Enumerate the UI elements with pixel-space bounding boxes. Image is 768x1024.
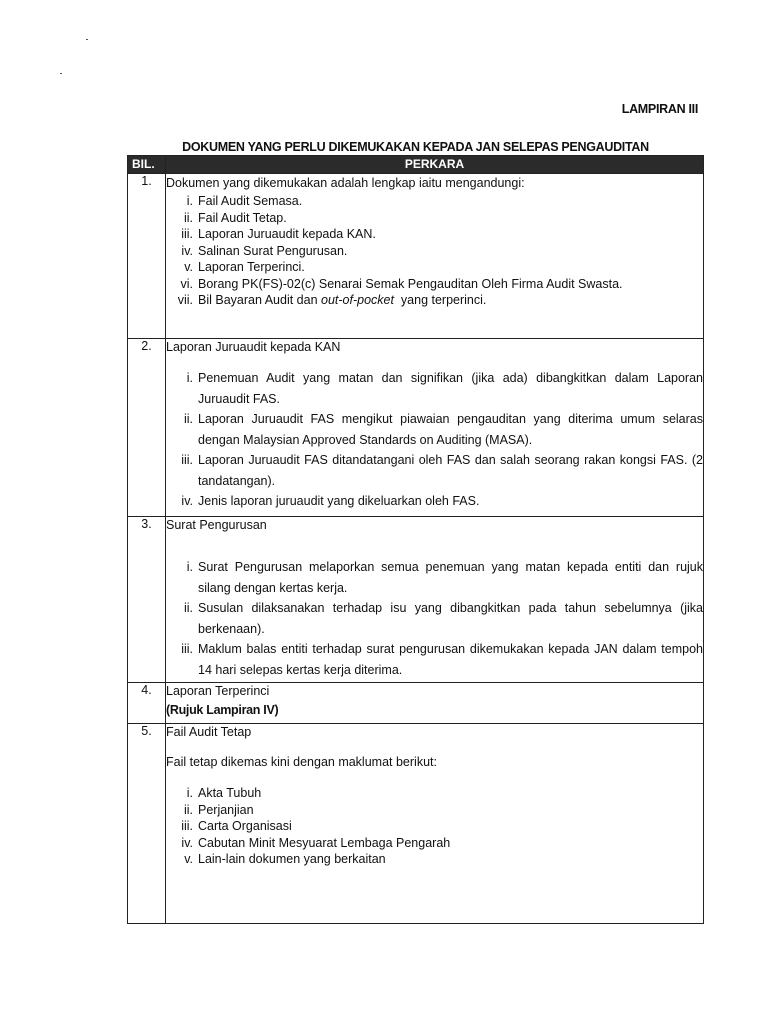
item-numeral: iii. <box>181 453 193 467</box>
list-item <box>166 259 703 276</box>
row-number: 4. <box>128 683 166 724</box>
row-number: 2. <box>128 339 166 517</box>
list-item <box>166 450 703 491</box>
item-numeral: ii. <box>183 210 193 225</box>
row-content <box>166 174 704 339</box>
item-text: Jenis laporan juruaudit yang dikeluarkan oleh FAS. <box>198 494 480 508</box>
item-text: Laporan Juruaudit FAS mengikut piawaian pengauditan yang diterima umum selaras dengan Malaysian Approved Standards on Auditing (MASA). <box>198 412 703 447</box>
item-list <box>166 368 703 512</box>
list-item <box>166 368 703 409</box>
row-title: Laporan Juruaudit kepada KAN <box>166 340 341 354</box>
list-item <box>166 491 703 512</box>
item-text: Laporan Juruaudit FAS ditandatangani oleh FAS dan salah seorang rakan kongsi FAS. (2 tandatangan). <box>198 453 703 488</box>
item-text: Maklum balas entiti terhadap surat pengurusan dikemukakan kepada JAN dalam tempoh 14 hari selepas kertas kerja diterima. <box>198 642 703 677</box>
item-text: Surat Pengurusan melaporkan semua penemuan yang matan kepada entiti dan rujuk silang dengan kertas kerja. <box>198 560 703 595</box>
item-text: Akta Tubuh <box>198 786 262 800</box>
appendix-label: LAMPIRAN III <box>621 102 698 116</box>
item-text-part: Bil Bayaran Audit dan <box>198 293 321 307</box>
row-title: Dokumen yang dikemukakan adalah lengkap iaitu mengandungi: <box>166 176 525 190</box>
item-text <box>198 292 703 309</box>
list-item <box>166 557 703 598</box>
table-row <box>128 339 704 517</box>
item-numeral: v. <box>184 260 193 274</box>
row-title: Fail Audit Tetap <box>166 725 252 739</box>
scan-speck <box>86 39 88 40</box>
list-item <box>166 785 703 802</box>
item-text: Perjanjian <box>198 802 254 817</box>
table-row <box>128 683 704 724</box>
item-list <box>166 557 703 680</box>
scan-speck <box>60 73 62 74</box>
item-numeral: iii. <box>181 819 193 833</box>
item-text-part: yang terperinci. <box>393 293 487 307</box>
item-numeral: iv. <box>181 835 193 850</box>
item-text: Carta Organisasi <box>198 819 292 833</box>
list-item <box>166 598 703 639</box>
item-numeral: ii. <box>183 601 193 615</box>
row-content <box>166 517 704 683</box>
table-header-row <box>128 156 704 174</box>
table-row <box>128 517 704 683</box>
row-title: Surat Pengurusan <box>166 518 267 532</box>
row-content <box>166 683 704 724</box>
item-text: Fail Audit Tetap. <box>198 210 287 225</box>
row-title: Laporan Terperinci <box>166 684 270 698</box>
item-numeral: ii. <box>183 802 193 817</box>
item-text: Laporan Juruaudit kepada KAN. <box>198 227 376 241</box>
item-text: Lain-lain dokumen yang berkaitan <box>198 852 386 866</box>
item-text: Fail Audit Semasa. <box>198 194 303 208</box>
list-item <box>166 292 703 309</box>
list-item <box>166 243 703 260</box>
item-text: Laporan Terperinci. <box>198 260 305 274</box>
row-subtitle: Fail tetap dikemas kini dengan maklumat berikut: <box>166 755 437 769</box>
item-numeral: i. <box>186 560 193 574</box>
item-numeral: v. <box>184 852 193 866</box>
row-number: 5. <box>128 724 166 924</box>
item-numeral: i. <box>186 371 193 385</box>
column-header-bil: BIL. <box>128 156 166 174</box>
item-numeral: vi. <box>180 276 193 291</box>
row-number: 3. <box>128 517 166 683</box>
item-numeral: i. <box>186 786 193 800</box>
item-numeral: iii. <box>181 227 193 241</box>
list-item <box>166 818 703 835</box>
list-item <box>166 639 703 680</box>
item-text: Cabutan Minit Mesyuarat Lembaga Pengarah <box>198 835 451 850</box>
list-item <box>166 802 703 819</box>
item-text: Susulan dilaksanakan terhadap isu yang dibangkitkan pada tahun sebelumnya (jika berkenaan). <box>198 601 703 636</box>
item-numeral: i. <box>186 194 193 208</box>
item-text: Salinan Surat Pengurusan. <box>198 243 348 258</box>
item-text: Borang PK(FS)-02(c) Senarai Semak Pengauditan Oleh Firma Audit Swasta. <box>198 276 623 291</box>
list-item <box>166 276 703 293</box>
item-text-italic: out-of-pocket <box>321 293 394 307</box>
item-numeral: iv. <box>181 243 193 258</box>
row-content <box>166 724 704 924</box>
document-title: DOKUMEN YANG PERLU DIKEMUKAKAN KEPADA JAN SELEPAS PENGAUDITAN <box>182 140 649 154</box>
item-numeral: iv. <box>181 494 193 508</box>
item-numeral: ii. <box>183 412 193 426</box>
list-item <box>166 409 703 450</box>
list-item <box>166 193 703 210</box>
table-row <box>128 174 704 339</box>
list-item <box>166 210 703 227</box>
table-row <box>128 724 704 924</box>
item-numeral: vii. <box>177 293 193 307</box>
row-number: 1. <box>128 174 166 339</box>
row-note: (Rujuk Lampiran IV) <box>166 703 279 717</box>
item-list <box>166 193 703 309</box>
item-list <box>166 785 703 868</box>
list-item <box>166 835 703 852</box>
row-content <box>166 339 704 517</box>
item-numeral: iii. <box>181 642 193 656</box>
item-text: Penemuan Audit yang matan dan signifikan (jika ada) dibangkitkan dalam Laporan Juruaudit FAS. <box>198 371 703 406</box>
list-item <box>166 851 703 868</box>
column-header-perkara: PERKARA <box>166 156 704 174</box>
list-item <box>166 226 703 243</box>
checklist-table <box>127 155 704 924</box>
